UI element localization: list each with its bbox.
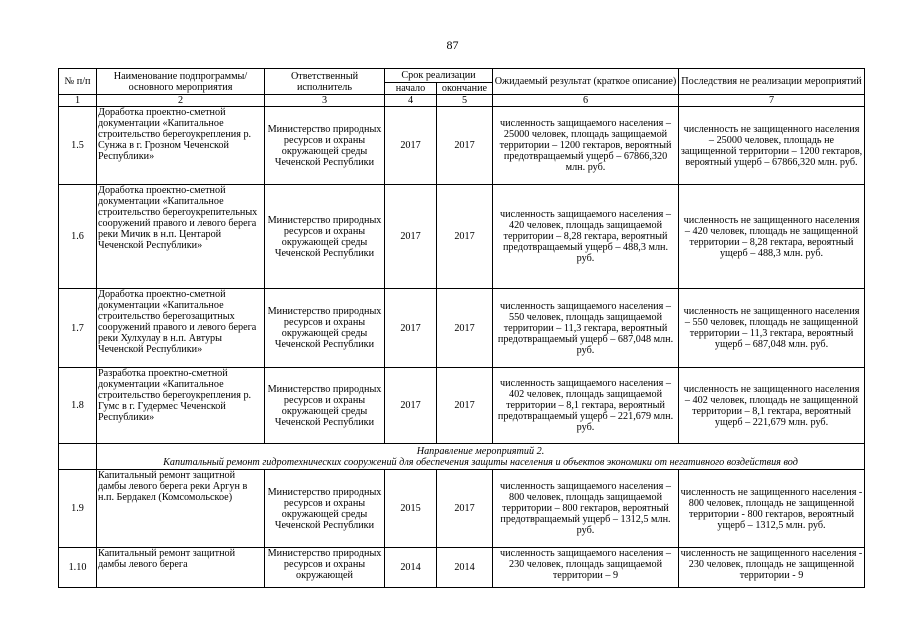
row-result: численность защищаемого населения – 420 человек, площадь защищаемой территории – 8,28 гектара, вероятный предотвращаемый ущерб – 488,3 млн. руб.: [493, 185, 679, 289]
row-start: 2017: [385, 368, 437, 444]
column-index: 2: [97, 95, 265, 107]
row-end: 2017: [437, 470, 493, 548]
row-name: Доработка проектно-сметной документации «Капитальное строительство берегоукрепления р. Сунжа в г. Грозном Чеченской Республики»: [97, 107, 265, 185]
column-index: 4: [385, 95, 437, 107]
table-row: [59, 368, 865, 444]
row-consequences: численность не защищенного населения – 420 человек, площадь не защищенной территории – 8,28 гектара, вероятный ущерб – 488,3 млн. руб.: [679, 185, 865, 289]
row-end: 2017: [437, 185, 493, 289]
row-end: 2017: [437, 107, 493, 185]
column-index-row: [59, 95, 865, 107]
column-index: 1: [59, 95, 97, 107]
row-result: численность защищаемого населения – 402 человек, площадь защищаемой территории – 8,1 гектара, вероятный предотвращаемый ущерб – 221,679 млн. руб.: [493, 368, 679, 444]
header-period: Срок реализации: [385, 69, 493, 83]
row-name: Доработка проектно-сметной документации «Капитальное строительство берегозащитных сооружений правого и левого берега реки Хулхулау в н.п. Автуры Чеченской Республики»: [97, 289, 265, 368]
header-row: [59, 69, 865, 83]
row-start: 2015: [385, 470, 437, 548]
row-num: 1.5: [59, 107, 97, 185]
row-consequences: численность не защищенного населения - 800 человек, площадь не защищенной территории - 800 гектаров, вероятный ущерб – 1312,5 млн. руб.: [679, 470, 865, 548]
header-consequences: Последствия не реализации мероприятий: [679, 69, 865, 95]
row-name: Доработка проектно-сметной документации «Капитальное строительство берегоукрепительных сооружений правого и левого берега реки Мичик в н.п. Центарой Чеченской Республики»: [97, 185, 265, 289]
row-name: Капитальный ремонт защитной дамбы левого берега: [97, 548, 265, 588]
row-num: 1.6: [59, 185, 97, 289]
table-row: [59, 289, 865, 368]
section-subtitle: Капитальный ремонт гидротехнических сооружений для обеспечения защиты населения и объектов экономики от негативного воздействия вод: [163, 456, 798, 468]
row-responsible: Министерство природных ресурсов и охраны окружающей среды Чеченской Республики: [265, 185, 385, 289]
header-start: начало: [385, 83, 437, 95]
row-result: численность защищаемого населения – 230 человек, площадь защищаемой территории – 9: [493, 548, 679, 588]
row-num: 1.8: [59, 368, 97, 444]
row-responsible: Министерство природных ресурсов и охраны окружающей среды Чеченской Республики: [265, 368, 385, 444]
row-num: 1.7: [59, 289, 97, 368]
column-index: 5: [437, 95, 493, 107]
table-row: [59, 470, 865, 548]
row-start: 2014: [385, 548, 437, 588]
table-row: [59, 548, 865, 588]
page-number: 87: [446, 38, 459, 52]
section-empty-cell: [59, 444, 97, 470]
row-num: 1.10: [59, 548, 97, 588]
column-index: 7: [679, 95, 865, 107]
section-heading: [97, 444, 865, 470]
row-end: 2017: [437, 289, 493, 368]
row-end: 2017: [437, 368, 493, 444]
column-index: 6: [493, 95, 679, 107]
measures-table: [58, 68, 865, 588]
row-start: 2017: [385, 185, 437, 289]
row-result: численность защищаемого населения – 800 человек, площадь защищаемой территории – 800 гектаров, вероятный предотвращаемый ущерб – 1312,5 млн. руб.: [493, 470, 679, 548]
row-consequences: численность не защищенного населения – 550 человек, площадь не защищенной территории – 11,3 гектара, вероятный ущерб – 687,048 млн. руб.: [679, 289, 865, 368]
row-result: численность защищаемого населения – 25000 человек, площадь защищаемой территории – 1200 гектаров, вероятный предотвращаемый ущерб – 67866,320 млн. руб.: [493, 107, 679, 185]
table-row: [59, 185, 865, 289]
row-result: численность защищаемого населения – 550 человек, площадь защищаемой территории – 11,3 гектара, вероятный предотвращаемый ущерб – 687,048 млн. руб.: [493, 289, 679, 368]
row-responsible: Министерство природных ресурсов и охраны окружающей среды Чеченской Республики: [265, 470, 385, 548]
row-num: 1.9: [59, 470, 97, 548]
header-result: Ожидаемый результат (краткое описание): [493, 69, 679, 95]
header-responsible: Ответственный исполнитель: [265, 69, 385, 95]
row-consequences: численность не защищенного населения - 230 человек, площадь не защищенной территории - 9: [679, 548, 865, 588]
section-title: Направление мероприятий 2.: [416, 445, 545, 457]
header-end: окончание: [437, 83, 493, 95]
row-start: 2017: [385, 107, 437, 185]
row-name: Капитальный ремонт защитной дамбы левого берега реки Аргун в н.п. Бердакел (Комсомольское): [97, 470, 265, 548]
row-responsible: Министерство природных ресурсов и охраны окружающей среды Чеченской Республики: [265, 289, 385, 368]
row-responsible: Министерство природных ресурсов и охраны окружающей: [265, 548, 385, 588]
row-name: Разработка проектно-сметной документации «Капитальное строительство берегоукрепления р. Гумс в г. Гудермес Чеченской Республики»: [97, 368, 265, 444]
row-consequences: численность не защищенного населения – 402 человек, площадь не защищенной территории – 8,1 гектара, вероятный ущерб – 221,679 млн. руб.: [679, 368, 865, 444]
row-responsible: Министерство природных ресурсов и охраны окружающей среды Чеченской Республики: [265, 107, 385, 185]
table-row: [59, 107, 865, 185]
row-start: 2017: [385, 289, 437, 368]
row-consequences: численность не защищенного населения – 25000 человек, площадь не защищенной территории – 1200 гектаров, вероятный ущерб – 67866,320 млн. руб.: [679, 107, 865, 185]
section-row: [59, 444, 865, 470]
header-num: № п/п: [59, 69, 97, 95]
header-name: Наименование подпрограммы/ основного мероприятия: [97, 69, 265, 95]
column-index: 3: [265, 95, 385, 107]
row-end: 2014: [437, 548, 493, 588]
